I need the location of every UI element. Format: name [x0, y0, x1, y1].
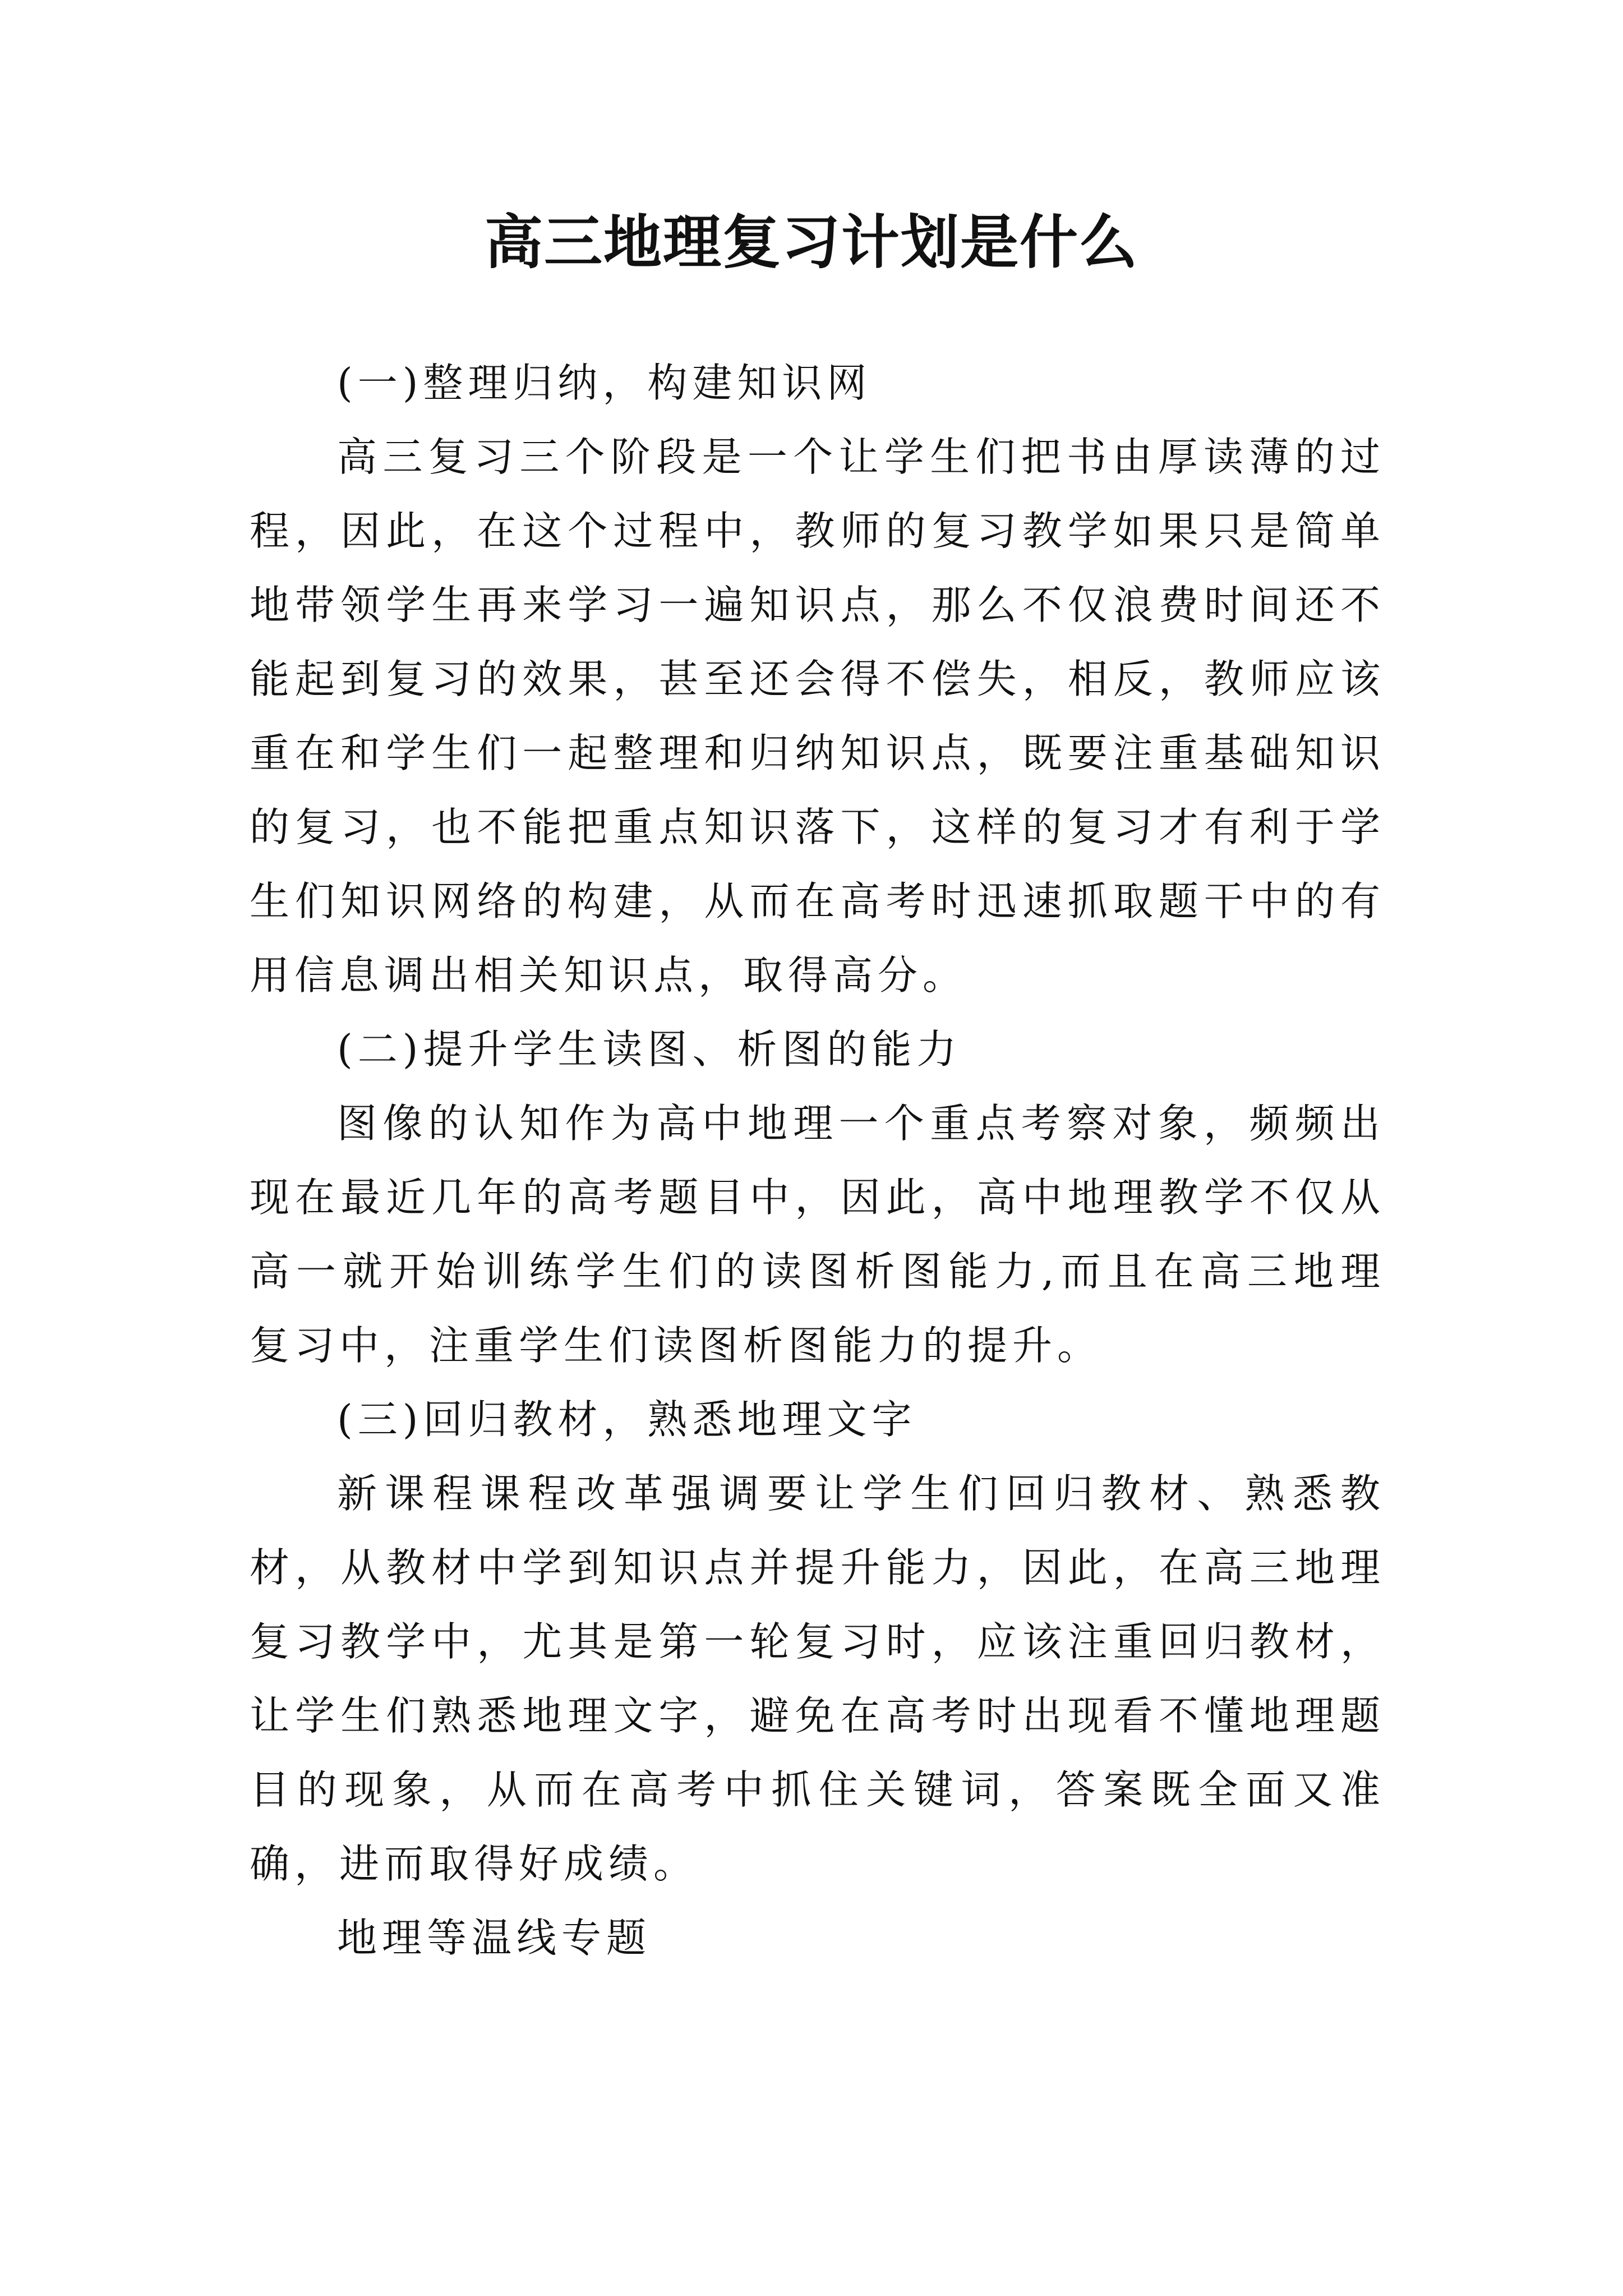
document-body — [250, 346, 1385, 1975]
section-paragraph-3: 新课程课程改革强调要让学生们回归教材、熟悉教材，从教材中学到知识点并提升能力，因此，在高三地理复习教学中，尤其是第一轮复习时，应该注重回归教材，让学生们熟悉地理文字，避免在高考时出现看不懂地理题目的现象，从而在高考中抓住关键词，答案既全面又准确，进而取得好成绩。 — [250, 1470, 1385, 1887]
section-heading-1: (一)整理归纳，构建知识网 — [337, 360, 872, 406]
document-title: 高三地理复习计划是什么 — [484, 208, 1138, 277]
section-paragraph-2: 图像的认知作为高中地理一个重点考察对象，频频出现在最近几年的高考题目中，因此，高中地理教学不仅从高一就开始训练学生们的读图析图能力,而且在高三地理复习中，注重学生们读图析图能力的提升。 — [250, 1100, 1385, 1369]
section-heading-2: (二)提升学生读图、析图的能力 — [337, 1026, 962, 1073]
section-heading-3: (三)回归教材，熟悉地理文字 — [337, 1396, 917, 1443]
section-paragraph-1: 高三复习三个阶段是一个让学生们把书由厚读薄的过程，因此，在这个过程中，教师的复习教学如果只是简单地带领学生再来学习一遍知识点，那么不仅浪费时间还不能起到复习的效果，甚至还会得不偿失，相反，教师应该重在和学生们一起整理和归纳知识点，既要注重基础知识的复习，也不能把重点知识落下，这样的复习才有利于学生们知识网络的构建，从而在高考时迅速抓取题干中的有用信息调出相关知识点，取得高分。 — [250, 434, 1385, 999]
footer-heading: 地理等温线专题 — [337, 1915, 652, 1961]
